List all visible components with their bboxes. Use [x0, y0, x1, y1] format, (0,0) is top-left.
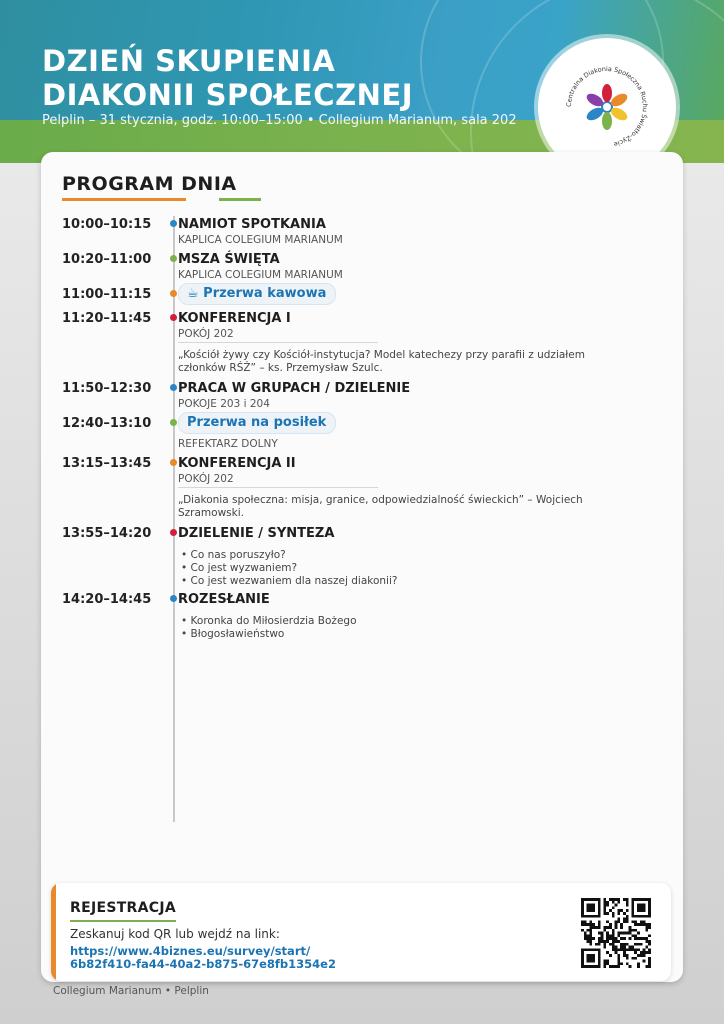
- program-card: [41, 152, 683, 982]
- item-name: DZIELENIE / SYNTEZA: [178, 526, 335, 541]
- item-note: „Diakonia społeczna: misja, granice, odpowiedzialność świeckich” – Wojciech Szramowski.: [178, 494, 583, 519]
- item-name: NAMIOT SPOTKANIA: [178, 217, 326, 232]
- timeline-dot: [170, 419, 177, 426]
- page-title: [42, 44, 413, 112]
- item-time: 10:20–11:00: [62, 252, 152, 267]
- item-note: „Kościół żywy czy Kościół-instytucja? Model katechezy przy parafii z udziałem członków RŚŻ” – ks. Przemysław Szulc.: [178, 349, 585, 374]
- item-separator: [178, 487, 378, 488]
- timeline-dot: [170, 314, 177, 321]
- item-place: POKÓJ 202: [178, 328, 234, 340]
- timeline-line: [173, 216, 175, 822]
- registration-link-line-2[interactable]: 6b82f410-fa44-40a2-b875-67e8fb1354e2: [70, 957, 336, 971]
- registration-text: Zeskanuj kod QR lub wejdź na link:: [70, 927, 280, 941]
- bullet-item: • Koronka do Miłosierdzia Bożego: [181, 615, 357, 628]
- item-bullets: [181, 549, 397, 588]
- item-name: KONFERENCJA II: [178, 456, 296, 471]
- timeline-dot: [170, 220, 177, 227]
- item-time: 14:20–14:45: [62, 592, 152, 607]
- item-place: POKÓJ 202: [178, 473, 234, 485]
- registration-link-line-1[interactable]: https://www.4biznes.eu/survey/start/: [70, 944, 311, 958]
- item-name: PRACA W GRUPACH / DZIELENIE: [178, 381, 411, 396]
- timeline-dot: [170, 384, 177, 391]
- item-place: KAPLICA COLEGIUM MARIANUM: [178, 269, 343, 281]
- registration-box: [51, 883, 671, 981]
- item-time: 13:15–13:45: [62, 456, 152, 471]
- item-place: REFEKTARZ DOLNY: [178, 438, 278, 450]
- item-time: 12:40–13:10: [62, 416, 152, 431]
- program-title: PROGRAM DNIA: [62, 173, 237, 195]
- title-underline-orange: [62, 198, 186, 201]
- timeline-dot: [170, 290, 177, 297]
- title-line-1: DZIEŃ SKUPIENIA: [42, 44, 336, 78]
- item-time: 13:55–14:20: [62, 526, 152, 541]
- item-time: 10:00–10:15: [62, 217, 152, 232]
- timeline-dot: [170, 459, 177, 466]
- registration-link[interactable]: [70, 945, 336, 971]
- item-separator: [178, 342, 378, 343]
- bullet-item: • Co jest wezwaniem dla naszej diakonii?: [181, 575, 397, 588]
- item-place: POKOJE 203 i 204: [178, 398, 270, 410]
- event-subtitle: Pelplin – 31 stycznia, godz. 10:00–15:00 • Collegium Marianum, sala 202: [42, 113, 517, 128]
- registration-accent-bar: [51, 883, 56, 981]
- item-time: 11:50–12:30: [62, 381, 152, 396]
- qr-code[interactable]: [581, 898, 651, 968]
- bullet-item: • Co jest wyzwaniem?: [181, 562, 397, 575]
- bullet-item: • Co nas poruszyło?: [181, 549, 397, 562]
- title-underline-green: [219, 198, 261, 201]
- break-pill-meal: Przerwa na posiłek: [178, 412, 336, 434]
- logo-ring-text: Centralna Diakonia Społeczna Ruchu Światło-Życie: [564, 64, 650, 149]
- item-name: MSZA ŚWIĘTA: [178, 252, 280, 267]
- title-line-2: DIAKONII SPOŁECZNEJ: [42, 78, 413, 112]
- timeline-dot: [170, 529, 177, 536]
- page-footer: Collegium Marianum • Pelplin: [53, 985, 209, 997]
- item-bullets: [181, 615, 357, 641]
- timeline-dot: [170, 595, 177, 602]
- break-pill-coffee: ☕ Przerwa kawowa: [178, 283, 336, 305]
- item-name: ROZESŁANIE: [178, 592, 270, 607]
- item-time: 11:00–11:15: [62, 287, 152, 302]
- bullet-item: • Błogosławieństwo: [181, 628, 357, 641]
- item-place: KAPLICA COLEGIUM MARIANUM: [178, 234, 343, 246]
- item-time: 11:20–11:45: [62, 311, 152, 326]
- item-name: KONFERENCJA I: [178, 311, 291, 326]
- registration-underline: [70, 920, 176, 922]
- timeline-dot: [170, 255, 177, 262]
- registration-title: REJESTRACJA: [70, 900, 176, 916]
